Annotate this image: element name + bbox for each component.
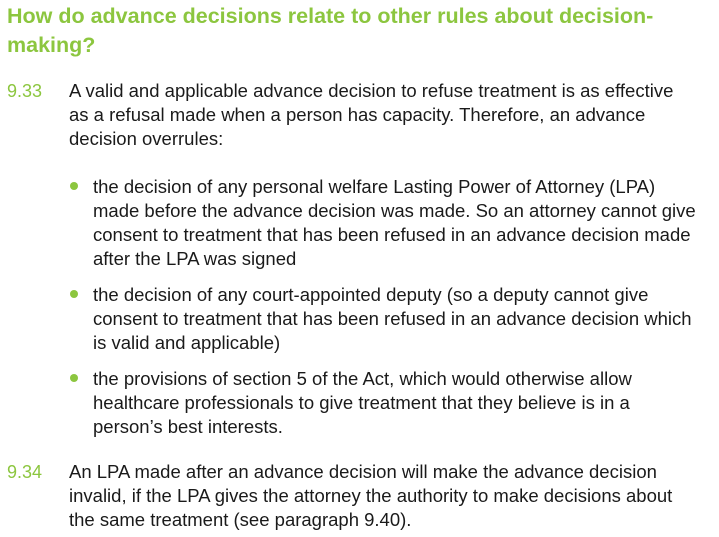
bullet-dot-icon — [70, 290, 78, 298]
paragraph-number: 9.33 — [7, 81, 43, 101]
bullet-list — [0, 175, 719, 439]
paragraph-text: An LPA made after an advance decision will make the advance decision invalid, if the LPA gives the attorney the authority to make decisions about the same treatment (see paragraph 9.40). — [69, 461, 673, 530]
section-heading: How do advance decisions relate to other rules about decision-making? — [7, 4, 654, 57]
bullet-text: the decision of any personal welfare Lasting Power of Attorney (LPA) made before the advance decision was made. So an attorney cannot give consent to treatment that has been refused in an advance decision made after the LPA was signed — [93, 176, 696, 269]
bullet-dot-icon — [70, 374, 78, 382]
bullet-text: the provisions of section 5 of the Act, which would otherwise allow healthcare professionals to give treatment that they believe is in a person’s best interests. — [93, 368, 632, 437]
paragraph-number: 9.34 — [7, 462, 43, 482]
bullet-item-section-5 — [0, 367, 719, 439]
bullet-item-deputy — [0, 283, 719, 355]
bullet-item-lpa — [0, 175, 719, 271]
bullet-text: the decision of any court-appointed deputy (so a deputy cannot give consent to treatment that has been refused in an advance decision which is valid and applicable) — [93, 284, 692, 353]
paragraph-text: A valid and applicable advance decision to refuse treatment is as effective as a refusal made when a person has capacity. Therefore, an advance decision overrules: — [69, 80, 674, 149]
bullet-dot-icon — [70, 182, 78, 190]
